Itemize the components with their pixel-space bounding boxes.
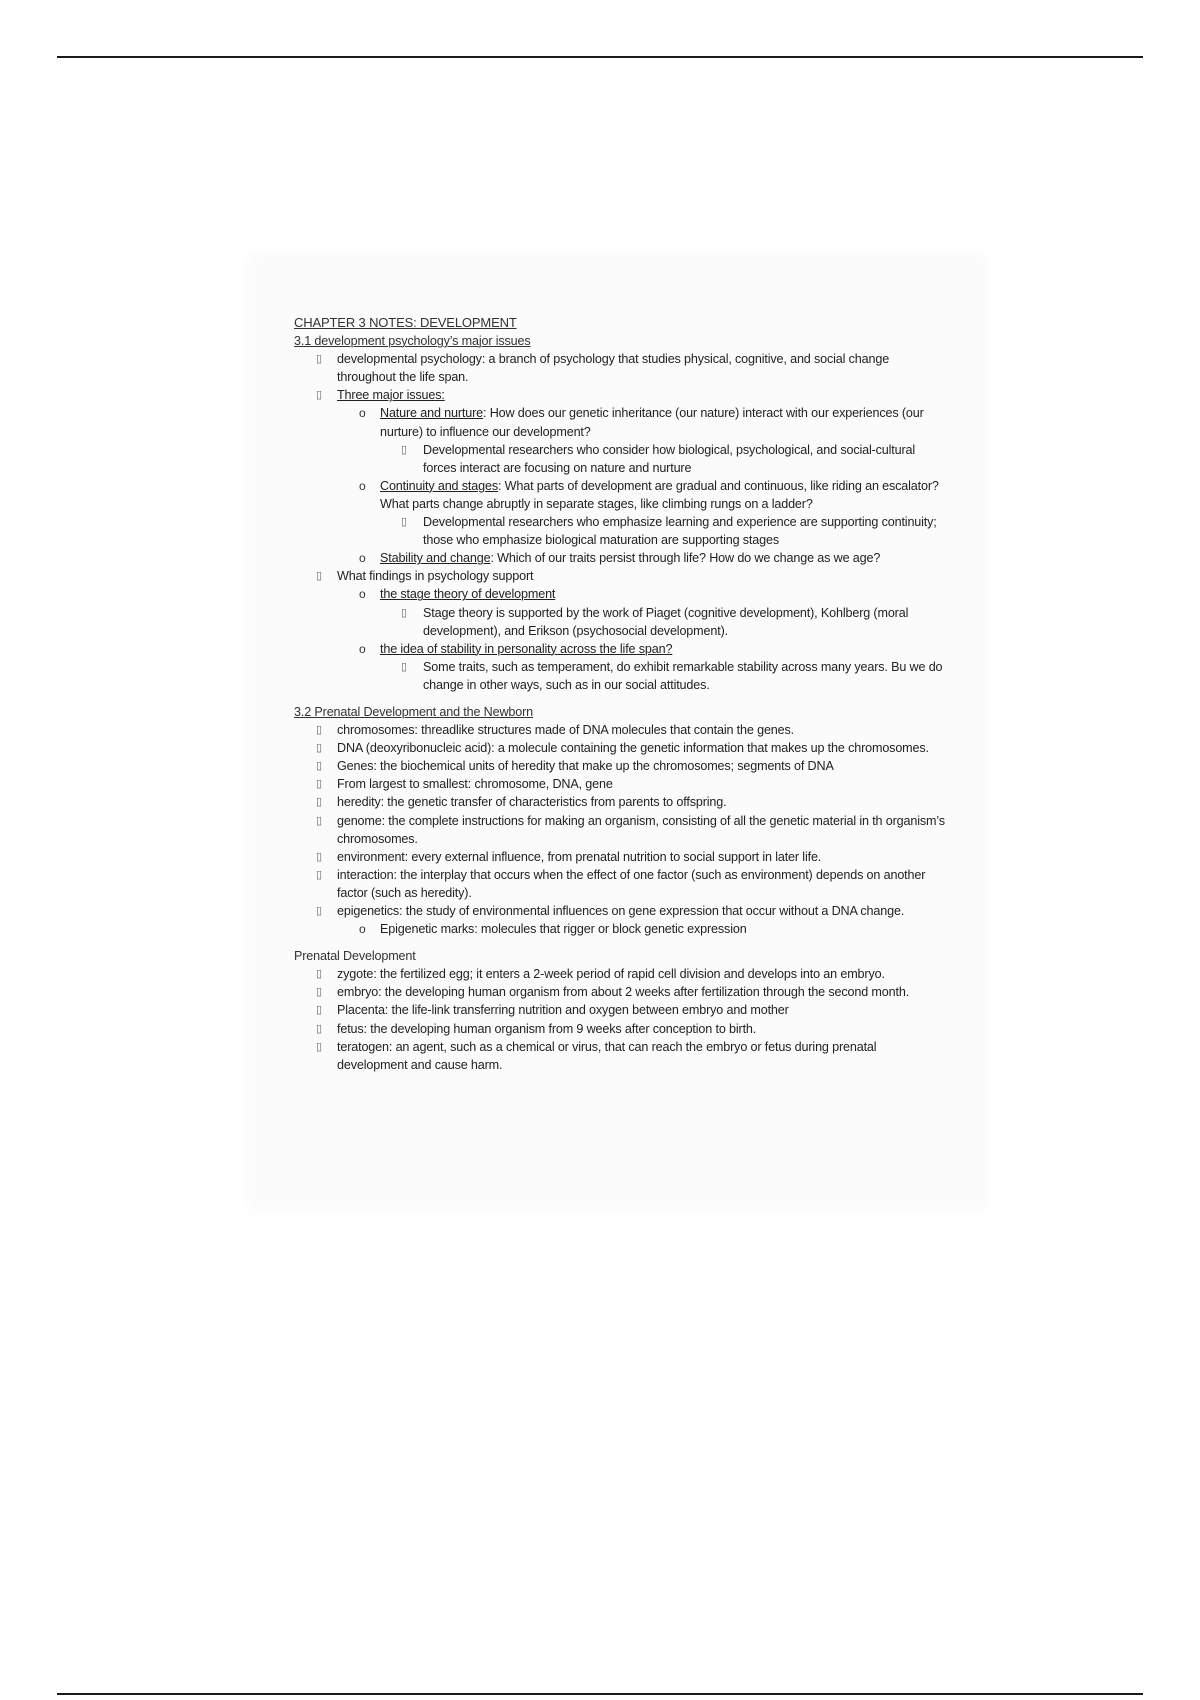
small-square-bullet-icon: ▯ [401,516,407,529]
list-item-text: Some traits, such as temperament, do exhibit remarkable stability across many years. Bu we do change in other ways, such as in our social attitudes. [423,659,943,692]
list-item [294,386,984,404]
list-item [294,567,984,585]
square-bullet-icon: ▯ [316,868,322,881]
square-bullet-icon: ▯ [316,570,322,583]
list-item [294,477,984,513]
square-bullet-icon: ▯ [316,1022,322,1035]
list-item [294,902,984,920]
list-item [294,585,984,603]
list-item-text: What findings in psychology support [337,569,534,584]
term-definition: : What parts of development are gradual and continuous, like riding an escalator? What parts change abruptly in separate stages, like climbing rungs on a ladder? [380,478,939,511]
square-bullet-icon: ▯ [316,905,322,917]
list-item [294,513,984,549]
list-item-text: DNA (deoxyribonucleic acid): a molecule containing the genetic information that makes up the chromosomes. [337,741,929,756]
term-stability-change: Stability and change [380,551,491,566]
list-item-text: Three major issues: [337,388,445,403]
list-item-text: developmental psychology: a branch of psychology that studies physical, cognitive, and social change throughout the life span. [337,352,890,385]
list-item [294,1020,984,1038]
list-item-text: embryo: the developing human organism from about 2 weeks after fertilization through the second month. [337,985,910,1000]
list-item-text: Epigenetic marks: molecules that rigger or block genetic expression [380,922,747,937]
square-bullet-icon: ▯ [316,796,322,809]
list-item [294,549,984,567]
list-item [294,983,984,1001]
list-item-text: environment: every external influence, from prenatal nutrition to social support in later life. [337,849,822,864]
list-item-text: Placenta: the life-link transferring nutrition and oxygen between embryo and mother [337,1003,789,1018]
circle-bullet-icon: o [359,478,366,493]
square-bullet-icon: ▯ [316,968,322,981]
list-item [294,721,984,739]
document-body [294,314,984,1074]
document-title: CHAPTER 3 NOTES: DEVELOPMENT [294,315,517,330]
circle-bullet-icon: o [359,406,366,421]
list-item [294,1001,984,1019]
square-bullet-icon: ▯ [316,814,322,827]
list-item-text: Stage theory is supported by the work of Piaget (cognitive development), Kohlberg (moral development), and Erikson (psychosocial development). [423,605,909,638]
list-item [294,350,984,386]
term-definition: : How does our genetic inheritance (our nature) interact with our experiences (our nurture) to influence our development? [380,406,924,439]
list-item-text: heredity: the genetic transfer of characteristics from parents to offspring. [337,795,727,810]
top-rule [57,56,1143,58]
list-item-text: Developmental researchers who consider how biological, psychological, and social-cultural forces interact are focusing on nature and nurture [423,442,916,475]
square-bullet-icon: ▯ [316,742,322,755]
list-item-text: epigenetics: the study of environmental influences on gene expression that occur without a DNA change. [337,904,905,918]
circle-bullet-icon: o [359,587,366,602]
square-bullet-icon: ▯ [316,850,322,863]
list-item-text: interaction: the interplay that occurs when the effect of one factor (such as environment) depends on another factor (such as heredity). [337,867,926,900]
list-item [294,1038,984,1074]
term-nature-nurture: Nature and nurture [380,406,484,421]
list-item [294,793,984,811]
circle-bullet-icon: o [359,641,366,656]
square-bullet-icon: ▯ [316,1040,322,1053]
list-item [294,757,984,775]
section-heading: 3.2 Prenatal Development and the Newborn [294,704,534,719]
list-item [294,739,984,757]
list-item [294,920,984,938]
circle-bullet-icon: o [359,551,366,566]
square-bullet-icon: ▯ [316,778,322,791]
list-item-text: zygote: the fertilized egg; it enters a 2-week period of rapid cell division and develops into an embryo. [337,967,885,982]
square-bullet-icon: ▯ [316,986,322,999]
square-bullet-icon: ▯ [316,1004,322,1017]
list-item [294,866,984,902]
list-item-text: teratogen: an agent, such as a chemical or virus, that can reach the embryo or fetus during prenatal development and cause harm. [337,1039,877,1072]
square-bullet-icon: ▯ [316,389,322,402]
section-heading: 3.1 development psychology’s major issues [294,334,531,349]
list-item [294,658,984,694]
list-item-text: From largest to smallest: chromosome, DNA, gene [337,777,613,792]
section-heading: Prenatal Development [294,949,416,964]
list-item [294,775,984,793]
small-square-bullet-icon: ▯ [401,606,407,619]
square-bullet-icon: ▯ [316,353,322,366]
list-item-text: the idea of stability in personality across the life span? [380,641,673,656]
small-square-bullet-icon: ▯ [401,443,407,456]
list-item [294,965,984,983]
list-item [294,404,984,440]
term-continuity-stages: Continuity and stages [380,478,498,493]
list-item [294,604,984,640]
bottom-rule [57,1693,1143,1695]
list-item-text: Developmental researchers who emphasize learning and experience are supporting continuity; those who emphasize biological maturation are supporting stages [423,515,937,548]
square-bullet-icon: ▯ [316,724,322,737]
list-item [294,848,984,866]
list-item-text: fetus: the developing human organism from 9 weeks after conception to birth. [337,1021,757,1036]
list-item-text: the stage theory of development [380,587,556,602]
list-item [294,640,984,658]
term-definition: : Which of our traits persist through life? How do we change as we age? [490,551,881,566]
list-item-text: chromosomes: threadlike structures made of DNA molecules that contain the genes. [337,723,795,738]
list-item-text: Genes: the biochemical units of heredity that make up the chromosomes; segments of DNA [337,759,834,774]
list-item-text: genome: the complete instructions for making an organism, consisting of all the genetic material in th organism’s chromosomes. [337,813,945,846]
square-bullet-icon: ▯ [316,760,322,773]
small-square-bullet-icon: ▯ [401,660,407,673]
list-item [294,441,984,477]
circle-bullet-icon: o [359,922,366,937]
list-item [294,812,984,848]
